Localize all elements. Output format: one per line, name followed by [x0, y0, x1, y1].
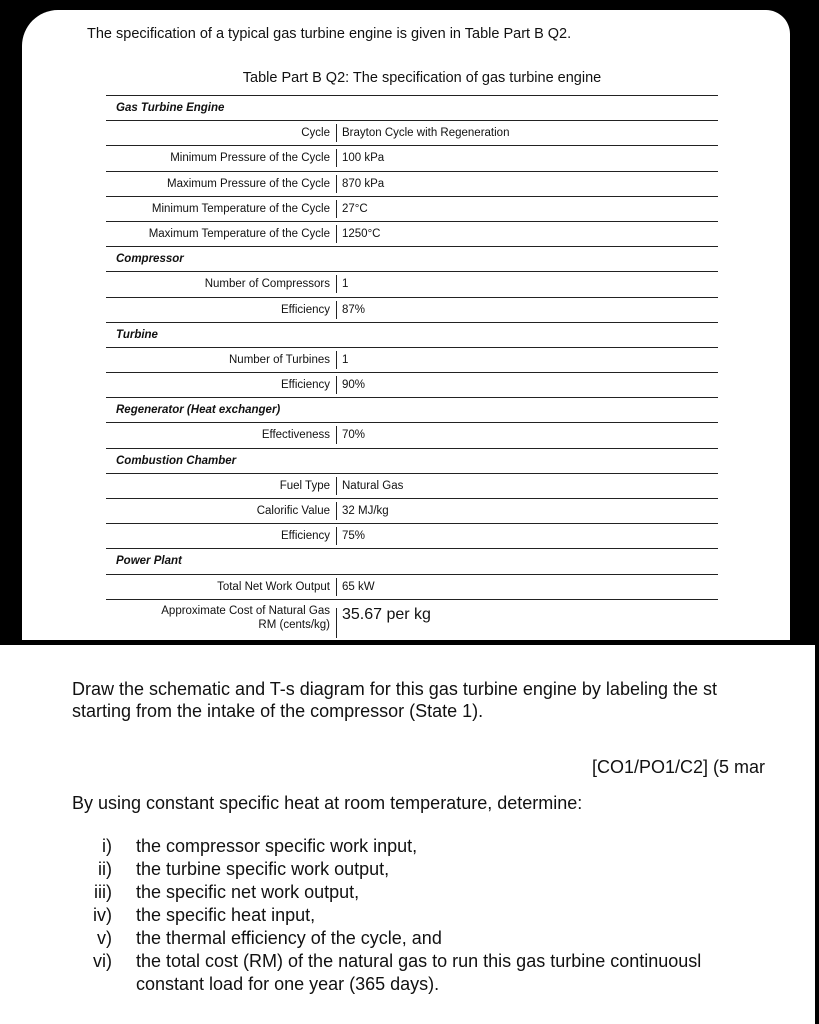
row-value: 70%	[342, 429, 366, 442]
item-text: the specific heat input,	[136, 905, 316, 925]
section-title: Power Plant	[116, 555, 182, 568]
row-value: 87%	[342, 303, 366, 316]
table-row	[106, 423, 718, 447]
item-number: ii)	[98, 859, 112, 879]
row-label: Effectiveness	[261, 429, 330, 442]
row-value: 65 kW	[342, 580, 375, 593]
row-value: 1	[342, 353, 349, 366]
table-row	[106, 298, 718, 322]
row-value: 100 kPa	[342, 152, 385, 165]
row-value: Brayton Cycle with Regeneration	[342, 127, 510, 140]
row-label: Number of Turbines	[229, 353, 330, 366]
table-row	[106, 348, 718, 372]
document-top-card	[22, 10, 790, 640]
row-label: Calorific Value	[256, 505, 330, 517]
question-section	[0, 645, 819, 1024]
section-regenerator	[106, 398, 718, 422]
row-value: 27°C	[342, 202, 368, 215]
table-row-cost	[106, 600, 718, 640]
section-title: Gas Turbine Engine	[116, 102, 225, 114]
row-label: Efficiency	[280, 530, 330, 543]
item-text: the compressor specific work input,	[136, 836, 418, 856]
row-label: Total Net Work Output	[217, 580, 330, 593]
row-label: Minimum Pressure of the Cycle	[170, 152, 330, 165]
table-row	[106, 172, 718, 196]
item-number: v)	[97, 928, 112, 948]
row-label: Maximum Temperature of the Cycle	[148, 227, 330, 240]
row-label: Number of Compressors	[204, 278, 330, 291]
table-row	[106, 373, 718, 397]
section-title: Compressor	[116, 253, 184, 266]
row-value: 75%	[342, 530, 366, 543]
cost-label-line2: RM (cents/kg)	[258, 618, 330, 631]
row-label: Minimum Temperature of the Cycle	[151, 202, 330, 215]
cost-value: 35.67 per kg	[342, 605, 431, 623]
table-row	[106, 474, 718, 498]
list-item	[72, 927, 701, 950]
row-value: 1	[342, 278, 349, 291]
list-item	[72, 881, 701, 904]
question-items	[72, 835, 701, 996]
table-row	[106, 575, 718, 599]
item-text: the turbine specific work output,	[136, 859, 390, 879]
marks-tag: [CO1/PO1/C2] (5 mar	[592, 757, 766, 777]
row-label: Fuel Type	[279, 479, 330, 492]
table-title: Table Part B Q2: The specification of gas turbine engine	[242, 70, 602, 86]
list-item	[72, 904, 701, 927]
list-item	[72, 835, 701, 858]
row-value: 32 MJ/kg	[342, 505, 389, 517]
table-row	[106, 272, 718, 296]
table-row	[106, 222, 718, 246]
list-item	[72, 950, 701, 973]
item-number: iv)	[93, 905, 112, 925]
item-text: the specific net work output,	[136, 882, 360, 902]
list-item	[72, 973, 701, 996]
question-line2: starting from the intake of the compressor (State 1).	[72, 701, 484, 721]
section-combustion	[106, 449, 718, 473]
section-title: Regenerator (Heat exchanger)	[116, 404, 281, 417]
table-row	[106, 146, 718, 170]
section-turbine	[106, 323, 718, 347]
item-text: the thermal efficiency of the cycle, and	[136, 928, 442, 948]
item-number: i)	[102, 836, 112, 856]
item-number: iii)	[94, 882, 112, 902]
question-line1: Draw the schematic and T-s diagram for this gas turbine engine by labeling the st	[72, 679, 718, 699]
item-number	[72, 973, 136, 996]
item-text: constant load for one year (365 days).	[136, 974, 440, 994]
row-value: Natural Gas	[342, 479, 404, 492]
table-row	[106, 499, 718, 523]
row-label: Efficiency	[280, 303, 330, 316]
list-item	[72, 858, 701, 881]
cost-label-line1: Approximate Cost of Natural Gas	[161, 604, 330, 617]
item-number: vi)	[93, 951, 112, 971]
table-row	[106, 197, 718, 221]
row-label: Efficiency	[280, 379, 330, 392]
section-power-plant	[106, 549, 718, 573]
row-label: Maximum Pressure of the Cycle	[167, 177, 330, 190]
spec-table	[106, 95, 718, 640]
intro-text: The specification of a typical gas turbine engine is given in Table Part B Q2.	[87, 26, 572, 42]
item-text: the total cost (RM) of the natural gas to run this gas turbine continuousl	[136, 951, 702, 971]
row-value: 870 kPa	[342, 177, 385, 190]
row-value: 1250°C	[342, 227, 381, 240]
screen-edge	[815, 0, 819, 1024]
section-title: Combustion Chamber	[116, 454, 237, 467]
section-gas-turbine	[106, 96, 718, 120]
row-value: 90%	[342, 379, 366, 392]
row-label	[161, 604, 330, 632]
table-row	[106, 524, 718, 548]
table-row	[106, 121, 718, 145]
section-compressor	[106, 247, 718, 271]
row-label: Cycle	[301, 127, 330, 140]
section-title: Turbine	[116, 328, 158, 341]
question-prompt: By using constant specific heat at room temperature, determine:	[72, 793, 583, 813]
